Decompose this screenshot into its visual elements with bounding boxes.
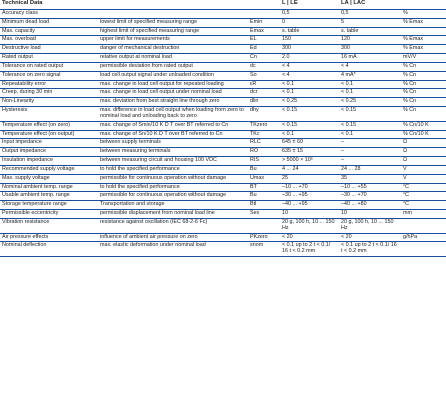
cell-description: highest limit of specified measuring range: [98, 27, 248, 36]
cell-value-la-lac: 0,5: [339, 10, 401, 19]
cell-description: max. deviation from best straight line through zero: [98, 98, 248, 107]
cell-symbol: [248, 218, 280, 233]
cell-value-l-le: –10 ... +70: [280, 183, 339, 192]
cell-description: max. change of Sn/10 K D T over BT referred to Cn: [98, 130, 248, 139]
cell-param-name: Creep, during 30 min: [0, 89, 98, 98]
cell-value-la-lac: < 20: [339, 233, 401, 242]
cell-value-la-lac: 120: [339, 36, 401, 45]
cell-symbol: Emin: [248, 18, 280, 27]
cell-param-name: Nominal deflection: [0, 242, 98, 257]
cell-description: danger of mechanical destruction: [98, 45, 248, 54]
table-row: [0, 62, 446, 71]
cell-param-name: Temperature effect (on output): [0, 130, 98, 139]
cell-value-la-lac: –40 ... +80: [339, 201, 401, 210]
cell-value-la-lac: –: [339, 148, 401, 157]
cell-unit: % Cn: [401, 98, 446, 107]
cell-unit: % Emax: [401, 45, 446, 54]
cell-value-la-lac: 20 g, 100 h, 10 ... 150 Hz: [339, 218, 401, 233]
cell-description: load cell output signal under unloaded condition: [98, 71, 248, 80]
cell-param-name: Repeatability error: [0, 80, 98, 89]
cell-value-la-lac: 5: [339, 18, 401, 27]
cell-value-l-le: 2.0: [280, 54, 339, 63]
cell-value-la-lac: 300: [339, 45, 401, 54]
cell-value-l-le: 150: [280, 36, 339, 45]
cell-unit: % Cn/10 K: [401, 121, 446, 130]
cell-value-l-le: 4 ... 24: [280, 165, 339, 174]
cell-value-la-lac: –: [339, 157, 401, 166]
table-row: [0, 174, 446, 183]
table-row: [0, 98, 446, 107]
cell-value-l-le: < 0.15: [280, 107, 339, 122]
cell-symbol: dc: [248, 62, 280, 71]
cell-unit: %: [401, 10, 446, 19]
cell-value-l-le: < 0.15: [280, 121, 339, 130]
cell-value-l-le: < 4: [280, 62, 339, 71]
cell-param-name: Air pressure effects: [0, 233, 98, 242]
table-row: [0, 121, 446, 130]
table-row: [0, 80, 446, 89]
cell-unit: [401, 218, 446, 233]
cell-value-l-le: 20 g, 100 h, 10 ... 150 Hz: [280, 218, 339, 233]
table-row: [0, 27, 446, 36]
cell-description: permissible for continuous operation without damage: [98, 192, 248, 201]
table-row: [0, 183, 446, 192]
cell-symbol: dlin: [248, 98, 280, 107]
table-row: [0, 242, 446, 257]
cell-symbol: Emax: [248, 27, 280, 36]
cell-symbol: RIS: [248, 157, 280, 166]
cell-value-la-lac: s. table: [339, 27, 401, 36]
cell-value-la-lac: –: [339, 139, 401, 148]
cell-unit: Ω: [401, 139, 446, 148]
cell-unit: °C: [401, 201, 446, 210]
cell-value-l-le: 635 ± 15: [280, 148, 339, 157]
cell-symbol: dcr: [248, 89, 280, 98]
header-description: [98, 0, 248, 10]
cell-description: max. change of Smin/10 K D T over BT referred to Cn: [98, 121, 248, 130]
table-row: [0, 54, 446, 63]
cell-value-l-le: < 0.25: [280, 98, 339, 107]
cell-unit: [401, 242, 446, 257]
cell-param-name: Storage temperature range: [0, 201, 98, 210]
cell-value-la-lac: < 0.1 up to 2 t < 0.1/ 16 t < 0.2 mm: [339, 242, 401, 257]
header-row: [0, 0, 446, 10]
cell-unit: % Cn: [401, 62, 446, 71]
cell-param-name: Hysteresis: [0, 107, 98, 122]
cell-symbol: Ed: [248, 45, 280, 54]
cell-value-l-le: > 5000 × 10⁶: [280, 157, 339, 166]
cell-description: between supply terminals: [98, 139, 248, 148]
cell-symbol: snom: [248, 242, 280, 257]
cell-unit: g/hPa: [401, 233, 446, 242]
cell-description: upper limit for measurements: [98, 36, 248, 45]
cell-value-l-le: 300: [280, 45, 339, 54]
cell-symbol: Umax: [248, 174, 280, 183]
cell-description: max. elastic deformation under nominal load: [98, 242, 248, 257]
table-row: [0, 218, 446, 233]
table-row: [0, 107, 446, 122]
table-row: [0, 233, 446, 242]
cell-description: to hold the specified performance: [98, 183, 248, 192]
table-row: [0, 10, 446, 19]
cell-unit: °C: [401, 192, 446, 201]
cell-symbol: PKzero: [248, 233, 280, 242]
table-row: [0, 201, 446, 210]
cell-symbol: TKzero: [248, 121, 280, 130]
cell-value-l-le: 0,5: [280, 10, 339, 19]
cell-value-la-lac: 10: [339, 210, 401, 219]
cell-param-name: Input impedance: [0, 139, 98, 148]
cell-value-la-lac: < 0.1: [339, 80, 401, 89]
cell-description: max. difference in load cell output when loading from zero to nominal load and unloading back to zero: [98, 107, 248, 122]
cell-param-name: Temperature effect (on zero): [0, 121, 98, 130]
table-row: [0, 130, 446, 139]
cell-param-name: Insulation impedance: [0, 157, 98, 166]
table-row: [0, 71, 446, 80]
cell-description: [98, 10, 248, 19]
cell-value-l-le: < 0.1: [280, 89, 339, 98]
table-row: [0, 89, 446, 98]
cell-description: permissible displacement from nominal load line: [98, 210, 248, 219]
table-row: [0, 139, 446, 148]
table-row: [0, 192, 446, 201]
cell-symbol: TKc: [248, 130, 280, 139]
table-row: [0, 148, 446, 157]
cell-description: lowest limit of specified measuring range: [98, 18, 248, 27]
cell-param-name: Destructive load: [0, 45, 98, 54]
cell-unit: % Cn: [401, 80, 446, 89]
cell-value-l-le: < 0.1 up to 2 t < 0.1/ 16 t < 0.2 mm: [280, 242, 339, 257]
cell-value-l-le: –30 ... +95: [280, 192, 339, 201]
cell-value-l-le: 25: [280, 174, 339, 183]
cell-symbol: Cn: [248, 54, 280, 63]
cell-param-name: Max. supply voltage: [0, 174, 98, 183]
cell-value-la-lac: –30 ... +70: [339, 192, 401, 201]
cell-param-name: Tolerance on rated output: [0, 62, 98, 71]
cell-symbol: Bu: [248, 192, 280, 201]
cell-value-l-le: –40 ... +95: [280, 201, 339, 210]
cell-value-la-lac: 4 mA*: [339, 71, 401, 80]
cell-symbol: [248, 10, 280, 19]
cell-param-name: Max. overload: [0, 36, 98, 45]
header-param-name: Technical Data: [0, 0, 98, 10]
cell-unit: % Emax: [401, 36, 446, 45]
header-symbol: [248, 0, 280, 10]
cell-symbol: Btl: [248, 201, 280, 210]
cell-value-l-le: 645 ± 60: [280, 139, 339, 148]
cell-param-name: Permissible eccentricity: [0, 210, 98, 219]
cell-unit: % Cn: [401, 71, 446, 80]
cell-param-name: Vibration resistance: [0, 218, 98, 233]
cell-description: permissible deviation from rated output: [98, 62, 248, 71]
cell-param-name: Tolerance on zero signal: [0, 71, 98, 80]
cell-symbol: RLC: [248, 139, 280, 148]
cell-param-name: Recommended supply voltage: [0, 165, 98, 174]
cell-param-name: Non-Linearity: [0, 98, 98, 107]
table-row: [0, 36, 446, 45]
table-header: [0, 0, 446, 10]
cell-param-name: Output impedance: [0, 148, 98, 157]
header-unit: [401, 0, 446, 10]
cell-value-la-lac: 16 mA: [339, 54, 401, 63]
table-row: [0, 210, 446, 219]
cell-param-name: Nominal ambient temp. range: [0, 183, 98, 192]
cell-symbol: So: [248, 71, 280, 80]
cell-value-la-lac: < 0.15: [339, 121, 401, 130]
cell-unit: Ω: [401, 157, 446, 166]
cell-value-l-le: 10: [280, 210, 339, 219]
cell-symbol: dhy: [248, 107, 280, 122]
cell-unit: % Emax: [401, 18, 446, 27]
cell-symbol: EL: [248, 36, 280, 45]
header-value-la-lac: LA | LAC: [339, 0, 401, 10]
cell-symbol: Sex: [248, 210, 280, 219]
cell-description: to hold the specified performance: [98, 165, 248, 174]
cell-value-l-le: < 20: [280, 233, 339, 242]
cell-description: resistance against oscillation (IEC 68-2-6 Fc): [98, 218, 248, 233]
cell-value-la-lac: < 4: [339, 62, 401, 71]
cell-description: between measuring circuit and housing 100 VDC: [98, 157, 248, 166]
cell-value-l-le: < 0.1: [280, 80, 339, 89]
table-row: [0, 165, 446, 174]
cell-symbol: BT: [248, 183, 280, 192]
cell-unit: % Cn/10 K: [401, 130, 446, 139]
cell-description: Transportation and storage: [98, 201, 248, 210]
cell-description: relative output at nominal load: [98, 54, 248, 63]
cell-description: permissible for continuous operation without damage: [98, 174, 248, 183]
cell-param-name: Minimum dead load: [0, 18, 98, 27]
cell-unit: % Cn: [401, 89, 446, 98]
cell-value-la-lac: < 0.15: [339, 107, 401, 122]
cell-unit: % Cn: [401, 107, 446, 122]
cell-description: max. change in load cell output for repeated loading: [98, 80, 248, 89]
cell-unit: mV/V: [401, 54, 446, 63]
cell-unit: Ω: [401, 148, 446, 157]
table-row: [0, 45, 446, 54]
cell-description: max. change in load cell output under nominal load: [98, 89, 248, 98]
cell-value-la-lac: < 0.25: [339, 98, 401, 107]
cell-unit: °C: [401, 183, 446, 192]
table-row: [0, 157, 446, 166]
cell-param-name: Accuracy class: [0, 10, 98, 19]
cell-value-la-lac: < 0.1: [339, 130, 401, 139]
cell-value-la-lac: 35: [339, 174, 401, 183]
cell-value-la-lac: 24 ... 28: [339, 165, 401, 174]
cell-description: between measuring terminals: [98, 148, 248, 157]
cell-value-l-le: < 4: [280, 71, 339, 80]
cell-param-name: Usable ambient temp. range: [0, 192, 98, 201]
cell-description: influence of ambient air pressure on zero: [98, 233, 248, 242]
cell-unit: V: [401, 174, 446, 183]
cell-symbol: RO: [248, 148, 280, 157]
cell-unit: V: [401, 165, 446, 174]
cell-param-name: Max. capacity: [0, 27, 98, 36]
cell-value-l-le: < 0.1: [280, 130, 339, 139]
cell-value-l-le: s. table: [280, 27, 339, 36]
cell-symbol: Bu: [248, 165, 280, 174]
cell-unit: mm: [401, 210, 446, 219]
table-row: [0, 18, 446, 27]
cell-value-la-lac: < 0.1: [339, 89, 401, 98]
cell-value-la-lac: –10 ... +55: [339, 183, 401, 192]
header-value-l-le: L | LE: [280, 0, 339, 10]
cell-param-name: Rated output: [0, 54, 98, 63]
table-body: [0, 10, 446, 257]
cell-unit: [401, 27, 446, 36]
cell-symbol: εR: [248, 80, 280, 89]
cell-value-l-le: 0: [280, 18, 339, 27]
